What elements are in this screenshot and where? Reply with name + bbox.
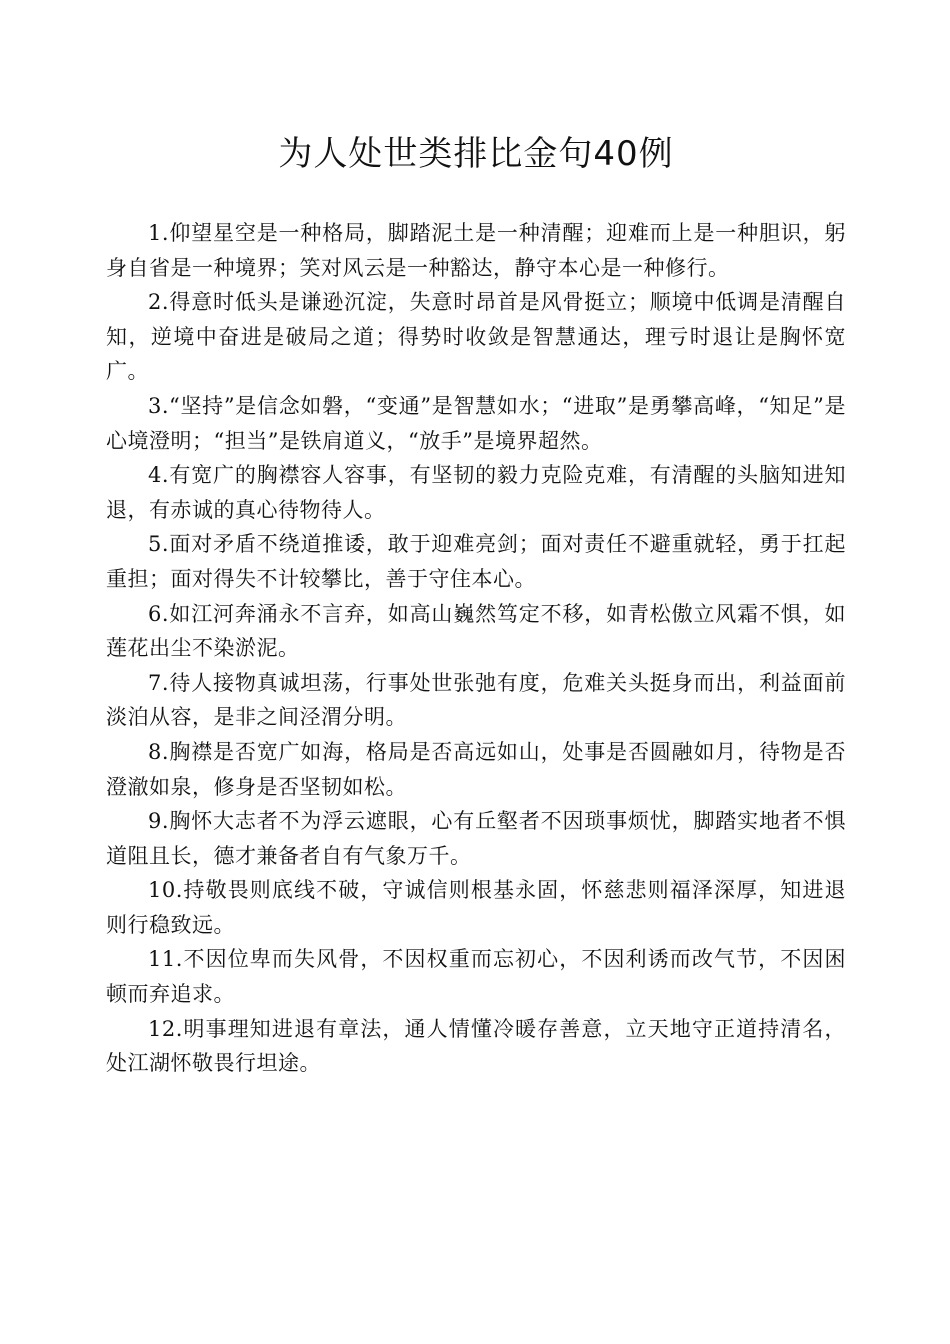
list-item: 5.面对矛盾不绕道推诿，敢于迎难亮剑；面对责任不避重就轻，勇于扛起重担；面对得失不计较攀比，善于守住本心。 — [106, 532, 846, 591]
list-item: 11.不因位卑而失风骨，不因权重而忘初心，不因利诱而改气节，不因困顿而弃追求。 — [106, 947, 846, 1007]
list-item: 3.“坚持”是信念如磐，“变通”是智慧如水；“进取”是勇攀高峰，“知足”是心境澄明；“担当”是铁肩道义，“放手”是境界超然。 — [106, 393, 846, 453]
list-item: 2.得意时低头是谦逊沉淀，失意时昂首是风骨挺立；顺境中低调是清醒自知，逆境中奋进是破局之道；得势时收敛是智慧通达，理亏时退让是胸怀宽广。 — [106, 290, 846, 384]
page-title: 为人处世类排比金句40例 — [278, 134, 674, 174]
list-item: 8.胸襟是否宽广如海，格局是否高远如山，处事是否圆融如月，待物是否澄澈如泉，修身是否坚韧如松。 — [106, 739, 846, 799]
list-item: 1.仰望星空是一种格局，脚踏泥土是一种清醒；迎难而上是一种胆识，躬身自省是一种境界；笑对风云是一种豁达，静守本心是一种修行。 — [106, 221, 846, 280]
list-item: 6.如江河奔涌永不言弃，如高山巍然笃定不移，如青松傲立风霜不惧，如莲花出尘不染淤泥。 — [106, 601, 846, 661]
list-item: 9.胸怀大志者不为浮云遮眼，心有丘壑者不因琐事烦忧，脚踏实地者不惧道阻且长，德才兼备者自有气象万千。 — [106, 809, 846, 868]
list-item: 7.待人接物真诚坦荡，行事处世张弛有度，危难关头挺身而出，利益面前淡泊从容，是非之间泾渭分明。 — [106, 670, 846, 730]
sentence-list — [106, 216, 846, 1081]
list-item: 12.明事理知进退有章法，通人情懂冷暖存善意，立天地守正道持清名，处江湖怀敬畏行坦途。 — [106, 1016, 846, 1076]
list-item: 4.有宽广的胸襟容人容事，有坚韧的毅力克险克难，有清醒的头脑知进知退，有赤诚的真心待物待人。 — [106, 463, 846, 522]
list-item: 10.持敬畏则底线不破，守诚信则根基永固，怀慈悲则福泽深厚，知进退则行稳致远。 — [106, 878, 846, 937]
